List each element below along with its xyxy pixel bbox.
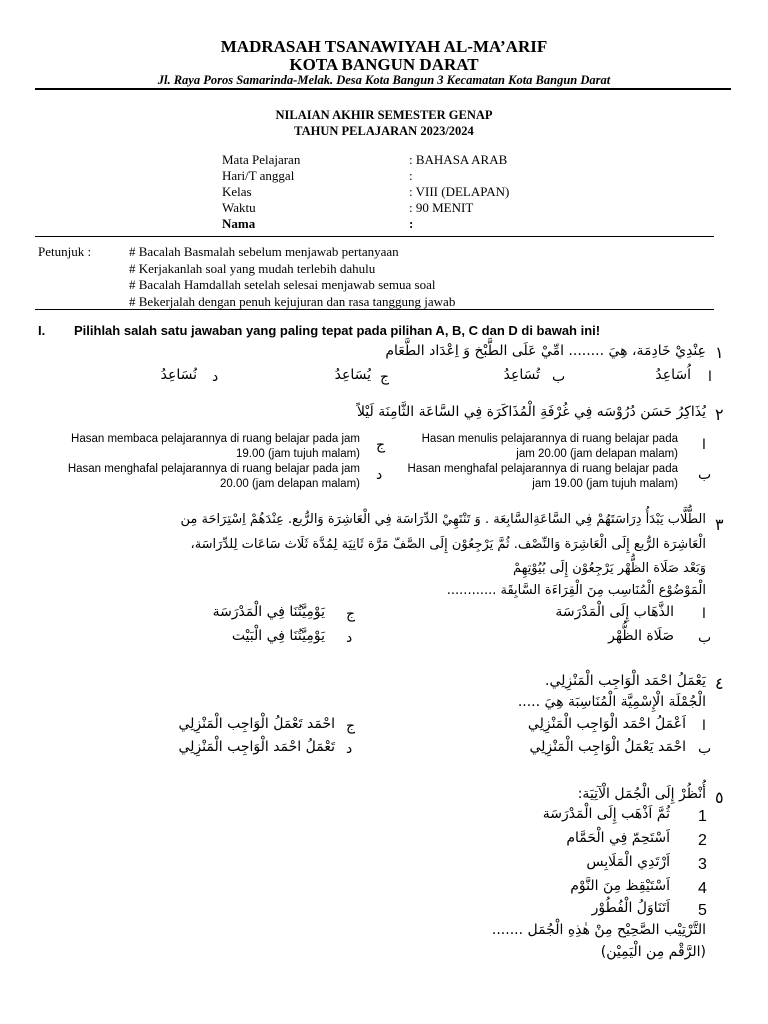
q4-option-b-letter: ب <box>698 741 712 757</box>
info-value-subject: : BAHASA ARAB <box>409 152 508 167</box>
city-name: KOTA BANGUN DARAT <box>289 55 479 74</box>
q1-option-b: تُسَاعِدُ <box>503 367 540 383</box>
q2-option-a <box>422 432 678 462</box>
q4-option-d-letter: د <box>346 741 353 757</box>
q3-line-4: الْمَوْضُوْع الْمُنَاسِب مِنَ الْقِرَاءَة السَّابِقَة ............ <box>446 583 706 598</box>
q2-option-c <box>71 432 360 462</box>
q4-option-c-letter: ج <box>346 718 356 734</box>
q1-option-b-letter: ب <box>552 369 566 385</box>
q5-item-3-number: 3 <box>698 856 707 873</box>
q1-option-a: اُسَاعِدُ <box>655 367 691 383</box>
q4-line-1: يَعْمَلُ احْمَد الْوَاجِب الْمَنْزِلِي. <box>545 673 706 689</box>
q5-intro: أُنْظُرْ إِلَى الْجُمَل الْآتِيَة: <box>577 786 706 802</box>
q2-number: ٢ <box>715 405 724 424</box>
instruction-item: # Kerjakanlah soal yang mudah terlebih dahulu <box>129 260 376 276</box>
school-address: Jl. Raya Poros Samarinda-Melak. Desa Kota Bangun 3 Kecamatan Kota Bangun Darat <box>157 73 611 87</box>
info-labels <box>222 152 300 232</box>
q4-option-a-letter: ا <box>702 718 706 734</box>
instruction-item: # Bacalah Hamdallah setelah selesai menjawab semua soal <box>129 277 436 292</box>
info-values <box>409 152 509 232</box>
q5-item-2-number: 2 <box>698 832 707 849</box>
q3-option-c: يَوْمِيَّتُنَا فِي الْمَدْرَسَة <box>212 604 325 620</box>
q3-line-1: الطُّلَّاب يَبْدَأُ دِرَاسَتَهُمْ فِي السَّاعَةِالسَّابِعَة . وَ تَنْتَهِيْ الدِّرَاسَة فِي الْعَاشِرَة وَالرُّبع. عِنْدَهُمْ اِسْتِرَاحَة مِن <box>180 512 706 527</box>
exam-year: TAHUN PELAJARAN 2023/2024 <box>294 124 474 138</box>
info-label-time: Waktu <box>222 200 256 215</box>
q5-outro: التَّرْتِيْب الصَّحِيْح مِنْ هٰذِهِ الْجُمَل ....... <box>491 922 706 938</box>
q3-line-2: الْعَاشِرَة الرُّبع إِلَى الْعَاشِرَة وَالنِّصْف. ثُمَّ يَرْجِعُوْن إِلَى الصَّفّ مَرَّة ثَانِيَة لِمُدَّة ثَلَاث سَاعَات لِلدِّرَاسَة، <box>190 537 706 552</box>
instructions-divider <box>35 309 714 310</box>
q2-option-b-line2: jam 19.00 (jam tujuh malam) <box>532 478 678 490</box>
q5-note: (الرَّقْم مِن الْيَمِيْن) <box>600 944 706 960</box>
q1-option-c: يُسَاعِدُ <box>334 367 371 383</box>
q2-option-a-letter: ا <box>702 437 706 453</box>
q2-option-c-line1: Hasan membaca pelajarannya di ruang belajar pada jam <box>71 433 360 445</box>
q1-option-d-letter: د <box>212 369 219 385</box>
q5-item-1: ثُمَّ اَذْهَب إِلَى الْمَدْرَسَة <box>542 806 670 822</box>
instructions-label: Petunjuk : <box>38 244 92 259</box>
q5-item-5-number: 5 <box>698 902 707 919</box>
section-instruction: Pilihlah salah satu jawaban yang paling tepat pada pilihan A, B, C dan D di bawah ini! <box>74 323 601 338</box>
q4-number: ٤ <box>715 674 724 693</box>
q4-option-b: احْمَد يَعْمَلُ الْوَاجِب الْمَنْزِلِي <box>529 739 686 755</box>
q2-option-b <box>408 462 678 492</box>
q2-text: يُذَاكِرُ حَسَن دُرُوْسَه فِي غُرْفَةِ الْمُذَاكَرَة فِي السَّاعَة الثَّامِنَة لَيْلاً <box>356 404 706 420</box>
school-name: MADRASAH TSANAWIYAH AL-MA’ARIF <box>220 37 548 56</box>
info-label-name: Nama <box>222 216 256 231</box>
q4-line-2: الْجُمْلَة الْإِسْمِيَّة الْمُنَاسِبَة هِيَ ..... <box>517 694 706 710</box>
q1-option-a-letter: ا <box>708 369 712 385</box>
q2-option-d-line2: 20.00 (jam delapan malam) <box>220 478 360 490</box>
q5-item-4-number: 4 <box>698 880 707 897</box>
q5-item-1-number: 1 <box>698 808 707 825</box>
q1-option-d: نُسَاعِدُ <box>160 367 197 383</box>
q4-option-d: تَعْمَلُ احْمَد الْوَاجِب الْمَنْزِلِي <box>178 739 335 755</box>
info-label-class: Kelas <box>222 184 252 199</box>
q2-option-d-letter: د <box>376 467 383 483</box>
info-divider <box>35 236 714 237</box>
q2-option-d-line1: Hasan menghafal pelajarannya di ruang belajar pada jam <box>67 463 360 475</box>
info-value-name: : <box>409 216 414 231</box>
instructions-list <box>129 244 455 310</box>
q3-option-d-letter: د <box>346 630 353 646</box>
q2-option-c-letter: ج <box>376 437 386 453</box>
q3-option-d: يَوْمِيَّتُنَا فِي الْبَيْت <box>231 628 325 644</box>
q3-option-b: صَلَاة الظُّهْر <box>608 628 674 644</box>
q5-item-3: اَرْتَدِي الْمَلَابِس <box>586 854 670 870</box>
q1-option-c-letter: ج <box>380 369 390 385</box>
q2-option-d <box>68 462 360 492</box>
header-divider <box>35 88 731 90</box>
info-value-time: : 90 MENIT <box>409 200 474 215</box>
q2-option-a-line1: Hasan menulis pelajarannya di ruang belajar pada <box>421 433 678 445</box>
q3-option-c-letter: ج <box>346 606 356 622</box>
section-number: I. <box>38 323 46 338</box>
exam-title: NILAIAN AKHIR SEMESTER GENAP <box>275 108 493 122</box>
q2-option-b-line1: Hasan menghafal pelajarannya di ruang belajar pada <box>407 463 678 475</box>
q3-number: ٣ <box>715 515 724 534</box>
q3-option-a: الذَّهَاب إِلَى الْمَدْرَسَة <box>555 604 674 620</box>
q3-line-3: وَبَعْد صَلَاة الظُّهْر يَرْجِعُوْن إِلَى بُيُوْتِهِمْ <box>513 561 706 576</box>
info-label-subject: Mata Pelajaran <box>222 152 301 167</box>
instruction-item: # Bekerjalah dengan penuh kejujuran dan rasa tanggung jawab <box>129 293 456 309</box>
q5-item-4: اَسْتَيْقِظ مِنَ النَّوْم <box>570 878 670 894</box>
q3-option-b-letter: ب <box>698 630 712 646</box>
q2-option-b-letter: ب <box>698 467 712 483</box>
q5-number: ٥ <box>715 788 724 807</box>
info-value-date: : <box>409 168 413 183</box>
q3-option-a-letter: ا <box>702 606 706 622</box>
q5-item-2: اَسْتَحِمّ فِي الْحَمَّام <box>566 830 670 846</box>
q4-option-a: اَعْمَلُ احْمَد الْوَاجِب الْمَنْزِلِي <box>527 716 686 732</box>
q1-number: ١ <box>715 343 724 362</box>
instruction-item: # Bacalah Basmalah sebelum menjawab pertanyaan <box>129 244 399 259</box>
q5-item-5: اَتَنَاوَلُ الْفُطُوْر <box>591 900 670 916</box>
q2-option-a-line2: jam 20.00 (jam delapan malam) <box>516 448 678 460</box>
info-label-date: Hari/T anggal <box>222 168 295 183</box>
q1-text: عِنْدِيْ خَادِمَة، هِيَ ........ امِّيْ عَلَى الطَّبْخ وَ اِعْدَاد الطَّعَام <box>385 343 706 359</box>
q2-option-c-line2: 19.00 (jam tujuh malam) <box>236 448 360 460</box>
info-value-class: : VIII (DELAPAN) <box>409 184 510 199</box>
q4-option-c: احْمَد تَعْمَلُ الْوَاجِب الْمَنْزِلِي <box>178 716 335 732</box>
